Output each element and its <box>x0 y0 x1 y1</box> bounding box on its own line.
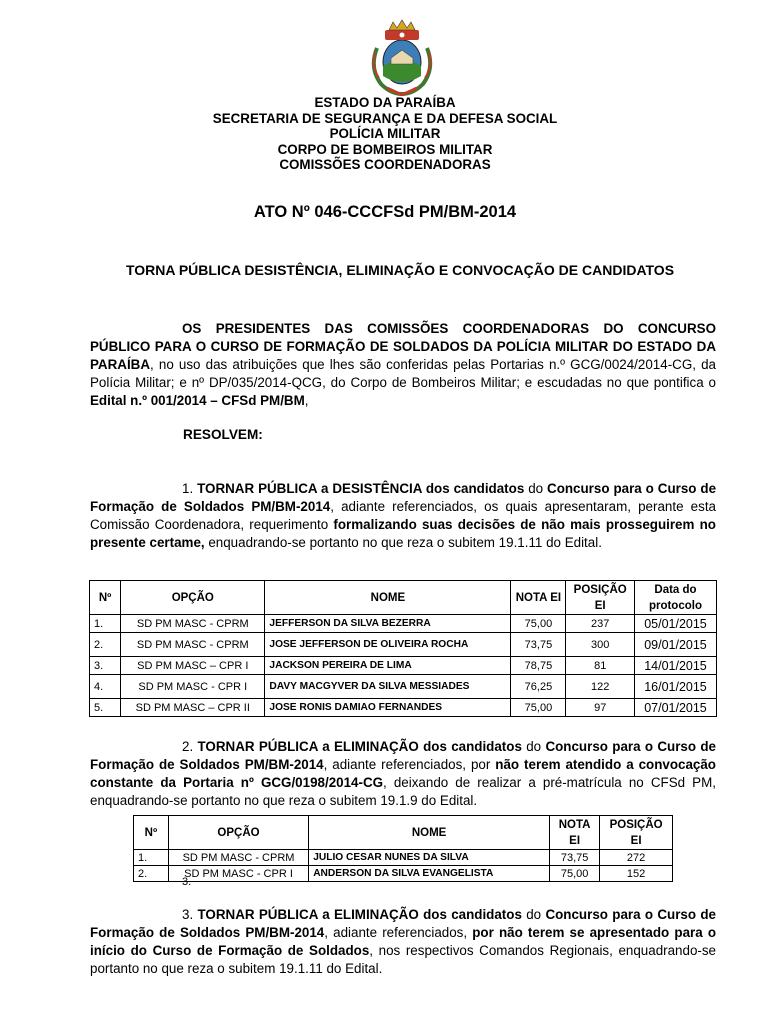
item1-text3: enquadrando-se portanto no que reza o subitem 19.1.11 do Edital. <box>204 535 602 550</box>
table-row <box>134 866 673 882</box>
row-option: SD PM MASC - CPRM <box>121 633 265 657</box>
item2-bold1: TORNAR PÚBLICA a ELIMINAÇÃO dos candidatos <box>197 739 522 754</box>
col-header-name: NOME <box>309 816 550 850</box>
header-line-commissions: COMISSÕES COORDENADORAS <box>279 157 491 172</box>
item1-paragraph <box>90 480 716 552</box>
row-position: 122 <box>566 675 635 699</box>
header-line-firefighters: CORPO DE BOMBEIROS MILITAR <box>277 141 493 157</box>
table-row <box>90 675 717 699</box>
col-header-number: Nº <box>90 581 121 615</box>
item3-text2: , adiante referenciados, <box>324 925 473 940</box>
act-title: ATO Nº 046-CCCFSd PM/BM-2014 <box>253 203 517 221</box>
row-name: DAVY MACGYVER DA SILVA MESSIADES <box>265 675 511 699</box>
row-date: 05/01/2015 <box>634 615 716 633</box>
item1-bold3: formalizando suas decisões de não mais prosseguirem no presente certame, <box>90 517 716 550</box>
header-line-state: ESTADO DA PARAÍBA <box>314 95 456 110</box>
resolvem-heading: RESOLVEM: <box>183 427 263 442</box>
item1-bold2: Concurso para o Curso de Formação de Soldados PM/BM-2014 <box>90 481 717 514</box>
item3-number: 3. <box>182 907 198 922</box>
row-number: 2. <box>90 633 121 657</box>
item3-paragraph <box>90 906 716 978</box>
row-option: SD PM MASC – CPR II <box>121 699 265 717</box>
row-grade: 78,75 <box>511 657 566 675</box>
elimination-table <box>133 815 673 882</box>
item2-paragraph <box>90 738 716 810</box>
table-header-row <box>134 816 673 850</box>
table-row <box>90 699 717 717</box>
item2-text3: , deixando de realizar a pré-matrícula no CFSd PM, enquadrando-se portanto no que reza o subitem 19.1.9 do Edital. <box>90 775 716 808</box>
intro-text-end: , <box>304 393 309 408</box>
paraiba-coat-of-arms-icon <box>367 18 437 96</box>
row-grade: 75,00 <box>511 615 566 633</box>
col-header-position: POSIÇÃO EI <box>566 581 635 615</box>
row-number: 3. <box>90 657 121 675</box>
item2-bold3: não terem atendido a convocação constante da Portaria nº GCG/0198/2014-CG <box>90 757 716 790</box>
table-row <box>90 633 717 657</box>
row-name: JOSE JEFFERSON DE OLIVEIRA ROCHA <box>265 633 511 657</box>
row-position: 152 <box>600 866 673 882</box>
desistance-table <box>89 580 717 717</box>
col-header-option: OPÇÃO <box>121 581 265 615</box>
item3-bold2: Concurso para o Curso de Formação de Soldados PM/BM-2014 <box>90 907 717 940</box>
row-number: 1. <box>90 615 121 633</box>
row-option: SD PM MASC - CPR I <box>168 866 308 882</box>
col-header-name: NOME <box>265 581 511 615</box>
item2-text1: do <box>521 739 546 754</box>
row-option: SD PM MASC - CPRM <box>121 615 265 633</box>
col-header-protocol-date: Data do protocolo <box>634 581 716 615</box>
item2-number: 2. <box>182 739 198 754</box>
row-position: 300 <box>566 633 635 657</box>
item3-text1: do <box>521 907 546 922</box>
col-header-grade: NOTA EI <box>511 581 566 615</box>
header-line-police: POLÍCIA MILITAR <box>329 126 441 141</box>
row-option: SD PM MASC – CPR I <box>121 657 265 675</box>
row-position: 81 <box>566 657 635 675</box>
item3-bold1: TORNAR PÚBLICA a ELIMINAÇÃO dos candidatos <box>197 907 522 922</box>
item1-text2: , adiante referenciados, os quais apresentaram, perante esta Comissão Coordenadora, requerimento <box>90 499 716 532</box>
row-date: 09/01/2015 <box>634 633 716 657</box>
row-date: 16/01/2015 <box>634 675 716 699</box>
row-name: ANDERSON DA SILVA EVANGELISTA <box>309 866 550 882</box>
table-row <box>90 615 717 633</box>
intro-bold-edital: Edital n.º 001/2014 – CFSd PM/BM <box>90 393 305 408</box>
row-option: SD PM MASC - CPRM <box>168 850 308 866</box>
row-number: 5. <box>90 699 121 717</box>
institution-header <box>0 95 770 173</box>
row-grade: 76,25 <box>511 675 566 699</box>
row-position: 237 <box>566 615 635 633</box>
row-number: 4. <box>90 675 121 699</box>
table-row <box>134 850 673 866</box>
col-header-number: Nº <box>134 816 169 850</box>
intro-bold-presidents: OS PRESIDENTES DAS COMISSÕES COORDENADORAS DO CONCURSO PÚBLICO PARA O CURSO DE FORMAÇÃO DE SOLDADOS DA POLÍCIA MILITAR DO ESTADO DA PARAÍBA <box>90 321 716 372</box>
row-option: SD PM MASC - CPR I <box>121 675 265 699</box>
row-number: 1. <box>134 850 169 866</box>
table-header-row <box>90 581 717 615</box>
row-grade: 73,75 <box>550 850 600 866</box>
item3-bold3: por não terem se apresentado para o início do Curso de Formação de Soldados <box>90 925 717 958</box>
row-name: JULIO CESAR NUNES DA SILVA <box>309 850 550 866</box>
intro-paragraph <box>90 320 716 410</box>
stray-item-number: 3. <box>182 876 192 888</box>
item1-text1: do <box>524 481 548 496</box>
row-name: JACKSON PEREIRA DE LIMA <box>265 657 511 675</box>
row-grade: 75,00 <box>511 699 566 717</box>
item1-number: 1. <box>182 481 198 496</box>
row-position: 272 <box>600 850 673 866</box>
row-position: 97 <box>566 699 635 717</box>
row-date: 07/01/2015 <box>634 699 716 717</box>
row-grade: 75,00 <box>550 866 600 882</box>
row-grade: 73,75 <box>511 633 566 657</box>
item1-bold1: TORNAR PÚBLICA a DESISTÊNCIA dos candidatos <box>197 481 525 496</box>
header-line-secretariat: SECRETARIA DE SEGURANÇA E DA DEFESA SOCIAL <box>212 110 558 126</box>
row-date: 14/01/2015 <box>634 657 716 675</box>
document-subtitle: TORNA PÚBLICA DESISTÊNCIA, ELIMINAÇÃO E CONVOCAÇÃO DE CANDIDATOS <box>125 262 675 278</box>
table-row <box>90 657 717 675</box>
row-number: 2. <box>134 866 169 882</box>
row-name: JEFFERSON DA SILVA BEZERRA <box>265 615 511 633</box>
item2-text2: , adiante referenciados, por <box>323 757 496 772</box>
col-header-position: POSIÇÃO EI <box>600 816 673 850</box>
intro-text: , no uso das atribuições que lhes são conferidas pelas Portarias n.º GCG/0024/2014-CG, da Polícia Militar; e nº DP/035/2014-QCG, do Corpo de Bombeiros Militar; e escudadas no que pontifica o <box>90 357 716 390</box>
col-header-option: OPÇÃO <box>168 816 308 850</box>
item2-bold2: Concurso para o Curso de Formação de Soldados PM/BM-2014 <box>90 739 717 772</box>
col-header-grade: NOTA EI <box>550 816 600 850</box>
row-name: JOSE RONIS DAMIAO FERNANDES <box>265 699 511 717</box>
item3-text3: , nos respectivos Comandos Regionais, enquadrando-se portanto no que reza o subitem 19.1.11 do Edital. <box>90 943 716 976</box>
